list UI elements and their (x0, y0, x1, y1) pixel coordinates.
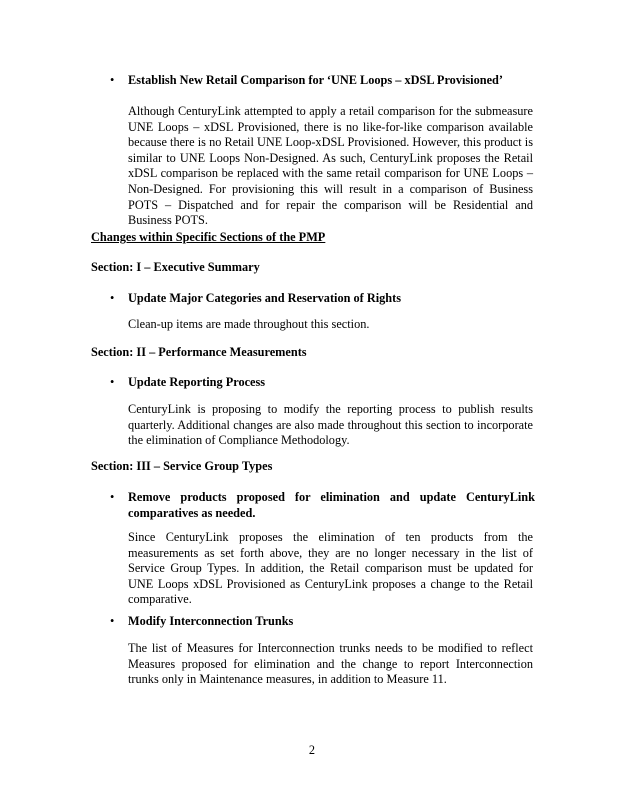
body-paragraph: Since CenturyLink proposes the elimination of ten products from the measurements as set forth above, they are no longer necessary in the list of Service Group Types. In addition, the Retail comparison must be updated for UNE Loops xDSL Provisioned as CenturyLink proposes a change to the Retail comparative. (128, 530, 533, 607)
bullet-icon: • (110, 375, 115, 389)
body-paragraph: CenturyLink is proposing to modify the reporting process to publish results quarterly. Additional changes are also made throughout this section to incorporate the elimination of Compliance Methodology. (128, 402, 533, 448)
bullet-icon: • (110, 73, 115, 87)
section-heading-executive-summary: Section: I – Executive Summary (91, 260, 260, 274)
section-heading-performance-measurements: Section: II – Performance Measurements (91, 345, 307, 359)
section-heading-changes: Changes within Specific Sections of the PMP (91, 230, 326, 244)
bullet-icon: • (110, 291, 115, 305)
bullet-icon: • (110, 490, 115, 504)
bullet-title: Remove products proposed for elimination and update CenturyLink comparatives as needed. (128, 490, 535, 520)
bullet-title: Update Reporting Process (128, 375, 266, 389)
bullet-title: Update Major Categories and Reservation of Rights (128, 291, 402, 305)
section-heading-service-group-types: Section: III – Service Group Types (91, 459, 273, 473)
body-paragraph: Clean-up items are made throughout this section. (128, 317, 370, 331)
bullet-title: Establish New Retail Comparison for ‘UNE Loops – xDSL Provisioned’ (128, 73, 503, 87)
bullet-title: Modify Interconnection Trunks (128, 614, 294, 628)
page-number: 2 (308, 743, 316, 757)
body-paragraph: Although CenturyLink attempted to apply a retail comparison for the submeasure UNE Loops – xDSL Provisioned, there is no like-for-like comparison available because there is no Retail UNE Loop-xDSL Provisioned. However, this product is similar to UNE Loops Non-Designed. As such, CenturyLink proposes the Retail xDSL comparison be replaced with the same retail comparison for UNE Loops – Non-Designed. For provisioning this will result in a comparison of Business POTS – Dispatched and for repair the comparison will be Residential and Business POTS. (128, 104, 533, 228)
body-paragraph: The list of Measures for Interconnection trunks needs to be modified to reflect Measures proposed for elimination and the change to report Interconnection trunks only in Maintenance measures, in addition to Measure 11. (128, 641, 533, 687)
bullet-icon: • (110, 614, 115, 628)
